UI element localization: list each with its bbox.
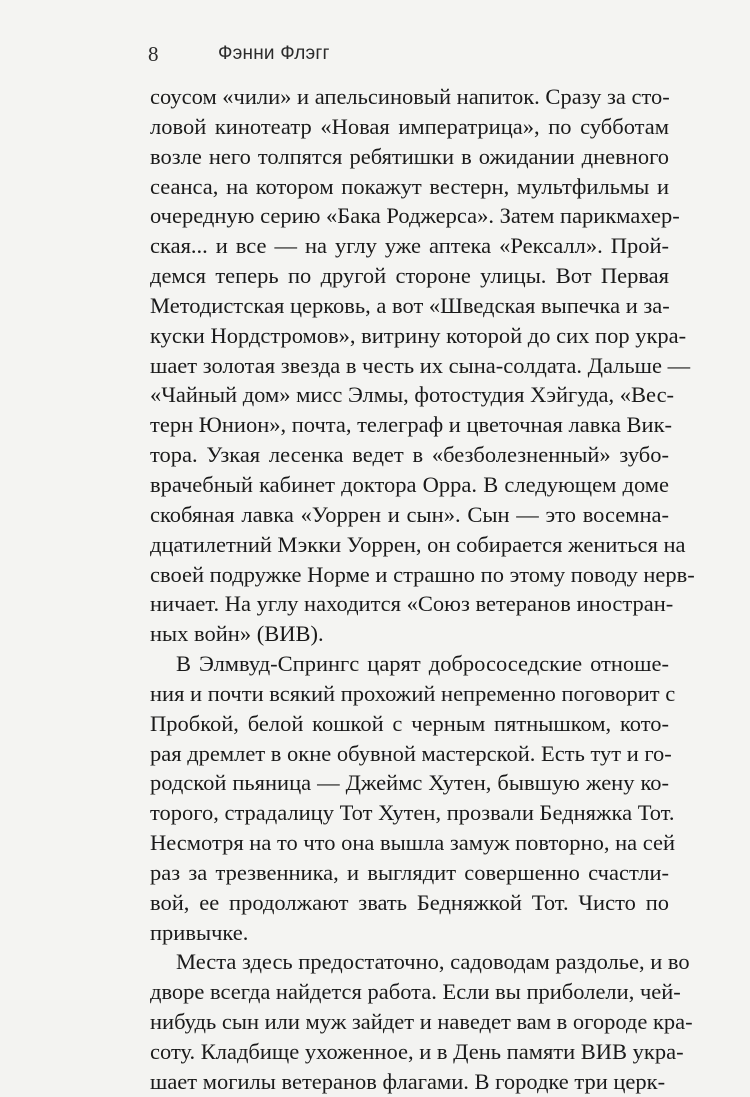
body-text: [150, 82, 695, 1097]
text-line: дцатилетний Мэкки Уоррен, он собирается жениться на: [150, 531, 686, 557]
text-line: Места здесь предостаточно, садоводам раздолье, и во: [176, 949, 690, 975]
text-line: привычке.: [150, 919, 249, 945]
text-line: шает могилы ветеранов флагами. В городке три церк-: [150, 1068, 666, 1094]
text-line: дворе всегда найдется работа. Если вы приболели, чей-: [150, 979, 681, 1005]
page-number: 8: [148, 42, 159, 66]
text-line: соусом «чили» и апельсиновый напиток. Сразу за сто-: [150, 84, 670, 109]
text-line: нибудь сын или муж зайдет и наведет вам в огороде кра-: [150, 1009, 693, 1035]
running-head-author: Фэнни Флэгг: [218, 43, 330, 64]
text-line: ния и почти всякий прохожий непременно поговорит с: [150, 680, 676, 706]
text-line: врачебный кабинет доктора Орра. В следующем доме: [150, 471, 669, 497]
text-line: демся теперь по другой стороне улицы. Вот Первая: [150, 263, 669, 289]
paragraph: [150, 947, 693, 1096]
paragraph: [150, 649, 676, 947]
text-line: Методистская церковь, а вот «Шведская выпечка и за-: [150, 292, 670, 318]
text-line: тора. Узкая лесенка ведет в «безболезненный» зубо-: [150, 442, 669, 468]
text-line: ская... и все — на углу уже аптека «Рексалл». Прой-: [150, 233, 669, 259]
text-line: скобяная лавка «Уоррен и сын». Сын — это восемна-: [150, 501, 669, 527]
text-line: соту. Кладбище ухоженное, и в День памяти ВИВ укра-: [150, 1039, 684, 1064]
text-line: своей подружке Норме и страшно по этому поводу нерв-: [150, 561, 695, 587]
text-line: куски Нордстромов», витрину которой до сих пор укра-: [150, 322, 687, 348]
text-line: ных войн» (ВИВ).: [150, 621, 324, 647]
page-header: [148, 42, 668, 72]
text-line: Пробкой, белой кошкой с черным пятнышком, кото-: [150, 710, 669, 736]
text-line: родской пьяница — Джеймс Хутен, бывшую жену ко-: [150, 770, 669, 796]
text-line: шает золотая звезда в честь их сына-солдата. Дальше —: [150, 352, 691, 378]
text-line: Несмотря на то что она вышла замуж повторно, на сей: [150, 830, 676, 856]
text-line: возле него толпятся ребятишки в ожидании дневного: [150, 143, 669, 169]
text-line: В Элмвуд-Спрингс царят добрососедские отноше-: [176, 651, 669, 677]
text-line: раз за трезвенника, и выглядит совершенно счастли-: [150, 859, 669, 885]
text-line: рая дремлет в окне обувной мастерской. Есть тут и го-: [150, 740, 672, 766]
text-line: очередную серию «Бака Роджерса». Затем парикмахер-: [150, 203, 680, 229]
text-line: «Чайный дом» мисс Элмы, фотостудия Хэйгуда, «Вес-: [150, 382, 675, 408]
text-line: ловой кинотеатр «Новая императрица», по субботам: [150, 113, 669, 139]
text-line: сеанса, на котором покажут вестерн, мультфильмы и: [150, 173, 669, 199]
text-line: ничает. На углу находится «Союз ветеранов иностран-: [150, 591, 674, 617]
text-line: вой, ее продолжают звать Бедняжкой Тот. Чисто по: [150, 889, 669, 915]
text-line: торого, страдалицу Тот Хутен, прозвали Бедняжка Тот.: [150, 800, 675, 826]
text-line: терн Юнион», почта, телеграф и цветочная лавка Вик-: [150, 412, 673, 438]
paragraph: [150, 82, 695, 649]
